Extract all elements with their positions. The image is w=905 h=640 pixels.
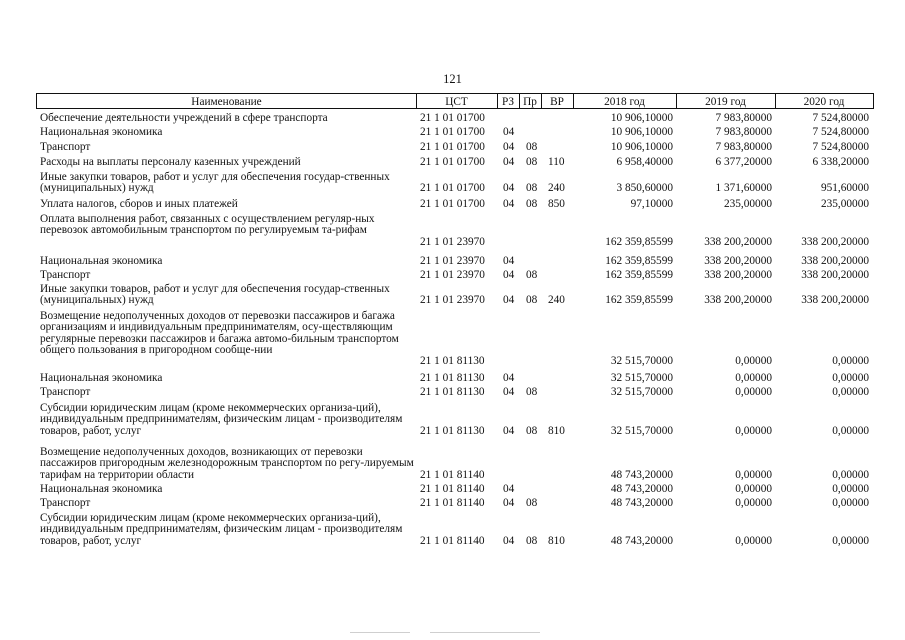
cell-name: Обеспечение деятельности учреждений в сфере транспорта <box>40 112 328 124</box>
cell-y2018: 10 906,10000 <box>610 112 673 124</box>
cell-y2019: 6 377,20000 <box>715 156 772 168</box>
cell-y2018: 97,10000 <box>630 198 673 210</box>
cell-pr: 08 <box>526 141 538 153</box>
cell-y2019: 338 200,20000 <box>704 294 772 307</box>
col-header-2018: 2018 год <box>573 93 677 109</box>
col-header-name: Наименование <box>36 93 417 109</box>
scan-artifact <box>430 632 540 633</box>
cell-pr: 08 <box>526 497 538 509</box>
cell-rz: 04 <box>503 424 515 437</box>
cell-y2019: 0,00000 <box>735 534 772 547</box>
col-header-vr: ВР <box>541 93 574 109</box>
cell-cst: 21 1 01 23970 <box>420 294 485 307</box>
cell-y2018: 32 515,70000 <box>610 424 673 437</box>
cell-y2020: 7 524,80000 <box>812 112 869 124</box>
cell-y2020: 0,00000 <box>832 468 869 481</box>
col-header-pr: Пр <box>519 93 542 109</box>
cell-pr: 08 <box>526 534 538 547</box>
cell-y2018: 48 743,20000 <box>610 468 673 481</box>
cell-y2020: 0,00000 <box>832 424 869 437</box>
cell-y2018: 10 906,10000 <box>610 126 673 138</box>
cell-y2020: 0,00000 <box>832 386 869 398</box>
cell-y2019: 0,00000 <box>735 372 772 384</box>
cell-vr: 810 <box>548 424 565 437</box>
cell-vr: 240 <box>548 294 565 307</box>
cell-rz: 04 <box>503 182 515 195</box>
cell-y2018: 6 958,40000 <box>616 156 673 168</box>
cell-y2019: 0,00000 <box>735 355 772 368</box>
cell-y2019: 0,00000 <box>735 424 772 437</box>
cell-y2019: 0,00000 <box>735 386 772 398</box>
cell-cst: 21 1 01 01700 <box>420 198 485 210</box>
cell-cst: 21 1 01 81140 <box>420 483 485 495</box>
cell-name: Национальная экономика <box>40 372 163 384</box>
cell-y2019: 0,00000 <box>735 483 772 495</box>
cell-y2019: 338 200,20000 <box>704 235 772 248</box>
cell-name: Иные закупки товаров, работ и услуг для обеспечения государ-ственных (муниципальных) нужд <box>40 283 390 307</box>
cell-y2020: 0,00000 <box>832 372 869 384</box>
cell-pr: 08 <box>526 294 538 307</box>
cell-rz: 04 <box>503 198 515 210</box>
cell-pr: 08 <box>526 424 538 437</box>
cell-pr: 08 <box>526 156 538 168</box>
cell-name: Оплата выполнения работ, связанных с осуществлением регуляр-ных перевозок автомобильным транспортом по регулируемым та-рифам <box>40 213 375 237</box>
cell-y2018: 48 743,20000 <box>610 483 673 495</box>
cell-name: Транспорт <box>40 497 91 509</box>
cell-pr: 08 <box>526 198 538 210</box>
cell-y2019: 338 200,20000 <box>704 269 772 281</box>
cell-y2020: 0,00000 <box>832 483 869 495</box>
cell-vr: 850 <box>548 198 565 210</box>
cell-name: Возмещение недополученных доходов от перевозки пассажиров и багажа организациям и индивидуальным предпринимателям, осу-ществляющим регулярные перевозки пассажиров и багажа автомо-бильным транспортом общего пользования в пригородном сообще-нии <box>40 310 399 356</box>
cell-y2018: 10 906,10000 <box>610 141 673 153</box>
cell-rz: 04 <box>503 483 515 495</box>
cell-name: Транспорт <box>40 269 91 281</box>
cell-y2019: 7 983,80000 <box>715 112 772 124</box>
cell-name: Возмещение недополученных доходов, возникающих от перевозки пассажиров пригородным железнодорожным транспортом по регу-лируемым тарифам на территории области <box>40 446 414 481</box>
cell-pr: 08 <box>526 269 538 281</box>
cell-cst: 21 1 01 81140 <box>420 468 485 481</box>
cell-y2019: 7 983,80000 <box>715 126 772 138</box>
cell-name: Расходы на выплаты персоналу казенных учреждений <box>40 156 301 168</box>
cell-y2020: 338 200,20000 <box>801 269 869 281</box>
cell-cst: 21 1 01 81130 <box>420 355 485 368</box>
cell-rz: 04 <box>503 269 515 281</box>
cell-pr: 08 <box>526 386 538 398</box>
cell-name: Субсидии юридическим лицам (кроме некоммерческих организа-ций), индивидуальным предпринимателям, физическим лицам - производителям товаров, работ, услуг <box>40 402 403 437</box>
col-header-rz: РЗ <box>497 93 520 109</box>
cell-y2020: 235,00000 <box>820 198 869 210</box>
cell-cst: 21 1 01 23970 <box>420 255 485 267</box>
cell-name: Транспорт <box>40 386 91 398</box>
cell-name: Иные закупки товаров, работ и услуг для обеспечения государ-ственных (муниципальных) нужд <box>40 171 390 195</box>
cell-y2019: 338 200,20000 <box>704 255 772 267</box>
cell-cst: 21 1 01 23970 <box>420 269 485 281</box>
cell-y2018: 162 359,85599 <box>605 269 673 281</box>
cell-rz: 04 <box>503 294 515 307</box>
cell-y2020: 0,00000 <box>832 534 869 547</box>
cell-y2018: 3 850,60000 <box>616 182 673 195</box>
cell-y2020: 338 200,20000 <box>801 294 869 307</box>
cell-y2018: 162 359,85599 <box>605 255 673 267</box>
cell-cst: 21 1 01 01700 <box>420 141 485 153</box>
page-number: 121 <box>443 72 462 86</box>
col-header-2020: 2020 год <box>775 93 874 109</box>
cell-cst: 21 1 01 23970 <box>420 235 485 248</box>
cell-y2020: 7 524,80000 <box>812 126 869 138</box>
cell-vr: 110 <box>548 156 565 168</box>
cell-cst: 21 1 01 01700 <box>420 156 485 168</box>
cell-y2018: 162 359,85599 <box>605 294 673 307</box>
cell-y2019: 0,00000 <box>735 468 772 481</box>
cell-y2020: 0,00000 <box>832 497 869 509</box>
cell-y2020: 0,00000 <box>832 355 869 368</box>
cell-rz: 04 <box>503 534 515 547</box>
cell-rz: 04 <box>503 126 515 138</box>
cell-y2020: 7 524,80000 <box>812 141 869 153</box>
cell-y2019: 0,00000 <box>735 497 772 509</box>
cell-y2018: 32 515,70000 <box>610 372 673 384</box>
cell-y2018: 162 359,85599 <box>605 235 673 248</box>
cell-rz: 04 <box>503 497 515 509</box>
cell-y2020: 951,60000 <box>820 182 869 195</box>
cell-name: Национальная экономика <box>40 483 163 495</box>
cell-y2018: 48 743,20000 <box>610 497 673 509</box>
cell-pr: 08 <box>526 182 538 195</box>
cell-y2019: 7 983,80000 <box>715 141 772 153</box>
cell-rz: 04 <box>503 141 515 153</box>
cell-rz: 04 <box>503 386 515 398</box>
cell-y2018: 32 515,70000 <box>610 386 673 398</box>
cell-vr: 240 <box>548 182 565 195</box>
cell-y2020: 6 338,20000 <box>812 156 869 168</box>
cell-y2018: 32 515,70000 <box>610 355 673 368</box>
cell-y2019: 235,00000 <box>723 198 772 210</box>
col-header-cst: ЦСТ <box>416 93 498 109</box>
cell-cst: 21 1 01 81130 <box>420 372 485 384</box>
cell-name: Национальная экономика <box>40 255 163 267</box>
cell-name: Субсидии юридическим лицам (кроме некоммерческих организа-ций), индивидуальным предпринимателям, физическим лицам - производителям товаров, работ, услуг <box>40 512 403 547</box>
cell-y2018: 48 743,20000 <box>610 534 673 547</box>
cell-name: Транспорт <box>40 141 91 153</box>
cell-y2019: 1 371,60000 <box>715 182 772 195</box>
cell-cst: 21 1 01 01700 <box>420 126 485 138</box>
cell-cst: 21 1 01 81140 <box>420 497 485 509</box>
cell-cst: 21 1 01 81130 <box>420 386 485 398</box>
col-header-2019: 2019 год <box>676 93 776 109</box>
cell-name: Уплата налогов, сборов и иных платежей <box>40 198 238 210</box>
cell-cst: 21 1 01 01700 <box>420 182 485 195</box>
cell-rz: 04 <box>503 372 515 384</box>
cell-name: Национальная экономика <box>40 126 163 138</box>
cell-rz: 04 <box>503 255 515 267</box>
cell-y2020: 338 200,20000 <box>801 235 869 248</box>
cell-cst: 21 1 01 81130 <box>420 424 485 437</box>
scan-artifact <box>350 632 410 633</box>
cell-cst: 21 1 01 01700 <box>420 112 485 124</box>
cell-cst: 21 1 01 81140 <box>420 534 485 547</box>
cell-vr: 810 <box>548 534 565 547</box>
cell-rz: 04 <box>503 156 515 168</box>
cell-y2020: 338 200,20000 <box>801 255 869 267</box>
